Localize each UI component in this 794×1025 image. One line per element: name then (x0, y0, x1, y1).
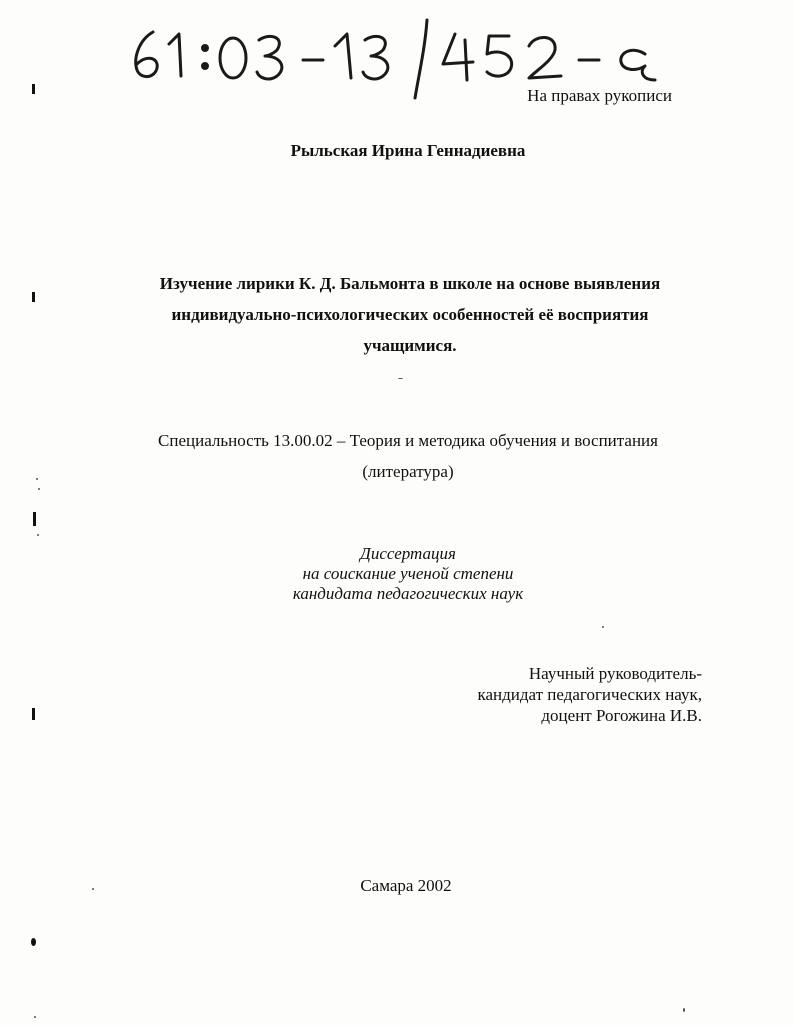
scan-speck (36, 478, 38, 480)
supervisor-block (477, 663, 702, 726)
scan-mark (32, 708, 35, 720)
specialty-block (110, 425, 706, 487)
scan-mark (31, 938, 36, 946)
scan-speck (92, 888, 94, 890)
scan-speck (34, 1016, 36, 1018)
degree-line: Диссертация (360, 544, 456, 563)
degree-line: кандидата педагогических наук (292, 584, 524, 603)
scan-speck (398, 378, 403, 379)
supervisor-line: кандидат педагогических наук, (477, 685, 702, 704)
scan-speck (602, 626, 604, 628)
supervisor-line: Научный руководитель- (528, 664, 702, 683)
title-line: Изучение лирики К. Д. Бальмонта в школе на основе выявления (159, 274, 661, 293)
degree-line: на соискание ученой степени (302, 564, 514, 583)
author-name: Рыльская Ирина Геннадиевна (290, 141, 526, 160)
scan-mark (33, 512, 36, 526)
title-line: индивидуально-психологических особенностей её восприятия (171, 305, 649, 324)
dissertation-title (120, 268, 700, 361)
city-and-year: Самара 2002 (360, 876, 452, 895)
degree-statement (200, 544, 616, 604)
specialty-line: (литература) (362, 462, 454, 481)
scan-mark (32, 292, 35, 302)
scan-speck (37, 534, 39, 536)
scan-speck (38, 488, 40, 490)
supervisor-line: доцент Рогожина И.В. (541, 706, 702, 725)
scan-mark (32, 84, 35, 94)
scan-speck (683, 1008, 685, 1012)
copyright-notice: На правах рукописи (527, 86, 672, 105)
specialty-line: Специальность 13.00.02 – Теория и методика обучения и воспитания (158, 431, 658, 450)
title-line: учащимися. (363, 336, 457, 355)
